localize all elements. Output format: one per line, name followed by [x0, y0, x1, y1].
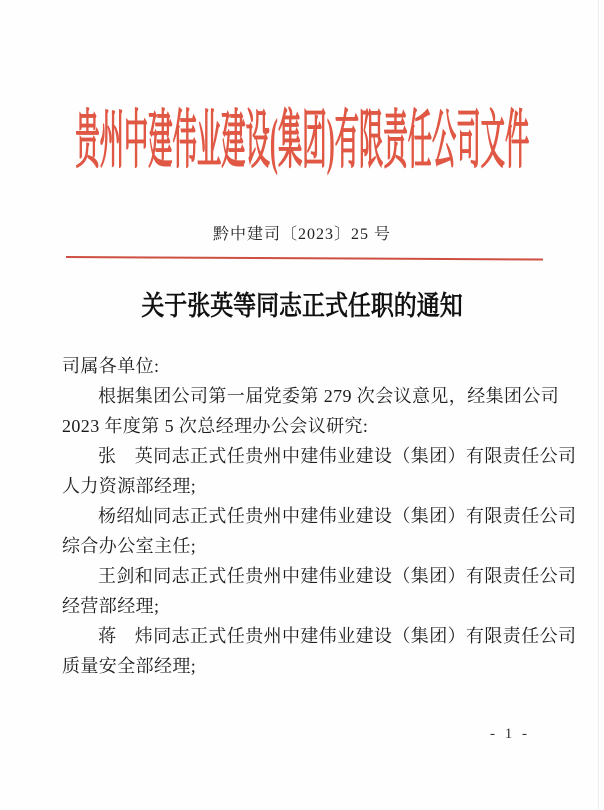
- red-divider-line: [66, 256, 543, 260]
- red-letterhead: [0, 96, 604, 174]
- organization-title: 贵州中建伟业建设(集团)有限责任公司文件: [75, 105, 529, 176]
- notice-title: 关于张英等同志正式任职的通知: [141, 291, 463, 321]
- body-line: 2023 年度第 5 次总经理办公会议研究:: [62, 416, 369, 436]
- notice-title-row: [0, 284, 604, 323]
- body-line: 杨绍灿同志正式任贵州中建伟业建设（集团）有限责任公司: [98, 506, 577, 526]
- body-line: 综合办公室主任;: [62, 536, 197, 556]
- body-line: 蒋 炜同志正式任贵州中建伟业建设（集团）有限责任公司: [98, 626, 577, 646]
- body-line: 王剑和同志正式任贵州中建伟业建设（集团）有限责任公司: [98, 566, 577, 586]
- document-reference-number: 黔中建司〔2023〕25 号: [212, 226, 391, 243]
- document-body: [62, 351, 577, 681]
- body-line: 经营部经理;: [62, 596, 160, 616]
- body-line: 质量安全部经理;: [62, 656, 197, 676]
- body-line-salutation: 司属各单位:: [62, 356, 160, 376]
- body-line: 张 英同志正式任贵州中建伟业建设（集团）有限责任公司: [98, 446, 577, 466]
- body-line: 根据集团公司第一届党委第 279 次会议意见，经集团公司: [98, 386, 560, 406]
- body-line: 人力资源部经理;: [62, 476, 197, 496]
- scan-edge-line: [598, 0, 599, 810]
- page-number: - 1 -: [490, 726, 530, 742]
